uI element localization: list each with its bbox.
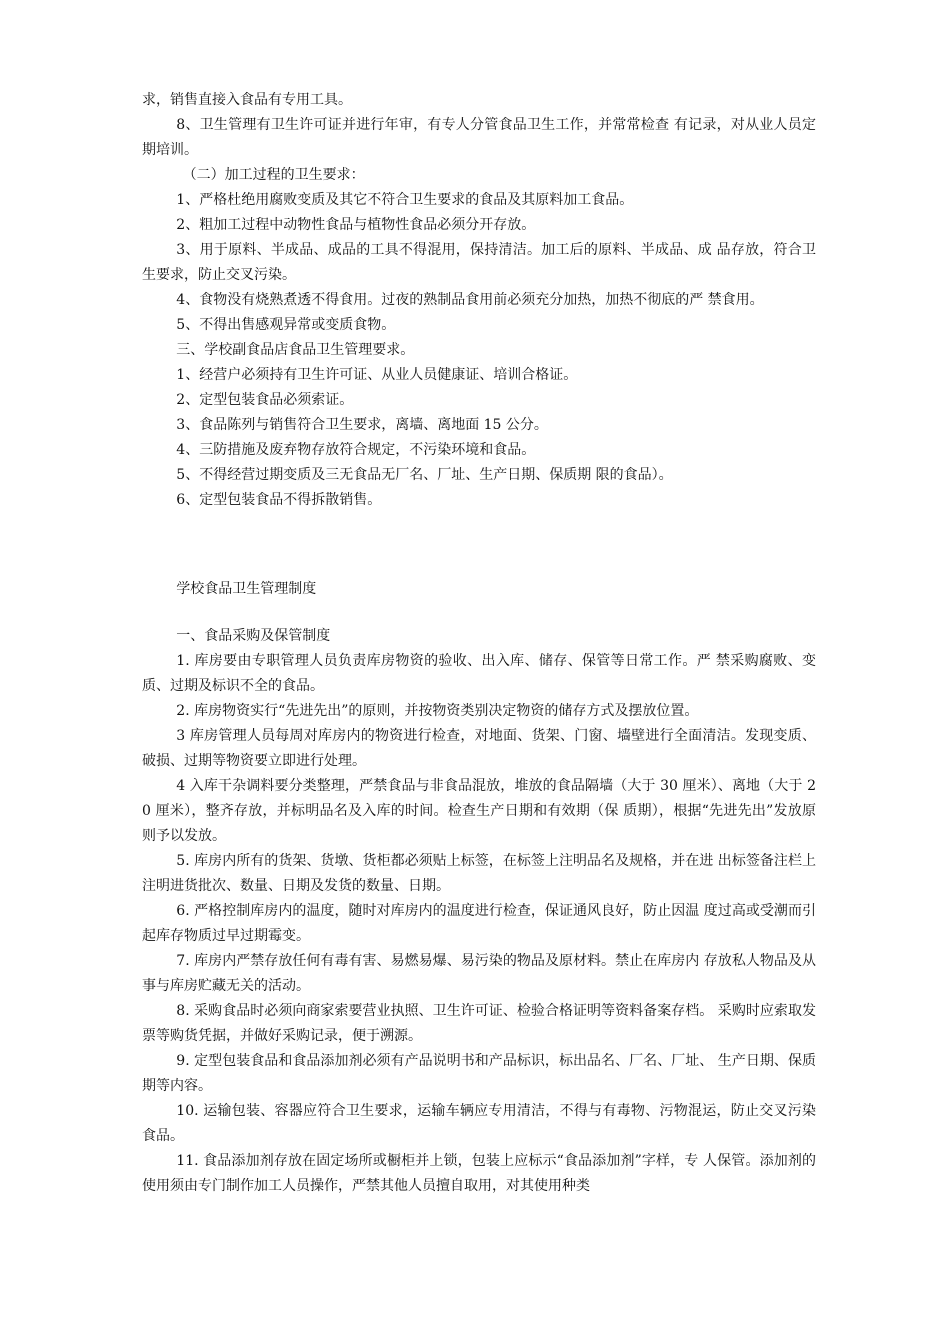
title-spacer	[142, 602, 816, 624]
procurement-item-9: 9. 定型包装食品和食品添加剂必须有产品说明书和产品标识，标出品名、厂名、厂址、 生产日期、保质期等内容。	[142, 1053, 816, 1094]
procurement-item-5: 5. 库房内所有的货架、货墩、货柜都必须贴上标签，在标签上注明品名及规格，并在进 出标签备注栏上注明进货批次、数量、日期及发货的数量、日期。	[142, 853, 816, 894]
processing-item-4: 4、食物没有烧熟煮透不得食用。过夜的熟制品食用前必须充分加热，加热不彻底的严 禁食用。	[176, 292, 764, 308]
paragraph-continuation: 求，销售直接入食品有专用工具。	[142, 92, 352, 108]
store-item-6: 6、定型包装食品不得拆散销售。	[176, 492, 382, 508]
procurement-item-2: 2. 库房物资实行“先进先出”的原则，并按物资类别决定物资的储存方式及摆放位置。	[176, 703, 699, 719]
processing-item-2: 2、粗加工过程中动物性食品与植物性食品必须分开存放。	[176, 217, 536, 233]
processing-item-3: 3、用于原料、半成品、成品的工具不得混用，保持清洁。加工后的原料、半成品、成 品存放，符合卫生要求，防止交叉污染。	[142, 242, 816, 283]
subheading-processing-hygiene: （二）加工过程的卫生要求：	[182, 167, 365, 183]
store-item-1: 1、经营户必须持有卫生许可证、从业人员健康证、培训合格证。	[176, 367, 578, 383]
store-item-4: 4、三防措施及废弃物存放符合规定，不污染环境和食品。	[176, 442, 536, 458]
store-item-3: 3、食品陈列与销售符合卫生要求，离墙、离地面 15 公分。	[176, 417, 548, 433]
procurement-item-8: 8. 采购食品时必须向商家索要营业执照、卫生许可证、检验合格证明等资料备案存档。 采购时应索取发票等购货凭据，并做好采购记录，便于溯源。	[142, 1003, 816, 1044]
document-title: 学校食品卫生管理制度	[176, 581, 317, 597]
heading-grocery-store-requirements: 三、学校副食品店食品卫生管理要求。	[176, 342, 415, 358]
processing-item-1: 1、严格杜绝用腐败变质及其它不符合卫生要求的食品及其原料加工食品。	[176, 192, 634, 208]
store-item-2: 2、定型包装食品必须索证。	[176, 392, 354, 408]
procurement-item-7: 7. 库房内严禁存放任何有毒有害、易燃易爆、易污染的物品及原材料。禁止在库房内 存放私人物品及从事与库房贮藏无关的活动。	[142, 953, 816, 994]
procurement-item-4: 4 入库干杂调料要分类整理，严禁食品与非食品混放，堆放的食品隔墙（大于 30 厘米）、离地（大于 2 0 厘米），整齐存放，并标明品名及入库的时间。检查生产日期和有效期（保 质期），根据“先进先出”发放原则予以发放。	[142, 778, 816, 844]
section-spacer	[142, 513, 816, 577]
document-page	[142, 88, 816, 1199]
procurement-item-6: 6. 严格控制库房内的温度，随时对库房内的温度进行检查，保证通风良好，防止因温 度过高或受潮而引起库存物质过早过期霉变。	[142, 903, 816, 944]
store-item-5: 5、不得经营过期变质及三无食品无厂名、厂址、生产日期、保质期 限的食品）。	[176, 467, 673, 483]
procurement-item-11: 11. 食品添加剂存放在固定场所或橱柜并上锁，包装上应标示“食品添加剂”字样，专 人保管。添加剂的使用须由专门制作加工人员操作，严禁其他人员擅自取用，对其使用种类	[142, 1153, 816, 1194]
processing-item-5: 5、不得出售感观异常或变质食物。	[176, 317, 396, 333]
procurement-item-1: 1. 库房要由专职管理人员负责库房物资的验收、出入库、储存、保管等日常工作。严 禁采购腐败、变质、过期及标识不全的食品。	[142, 653, 816, 694]
paragraph-item-8: 8、卫生管理有卫生许可证并进行年审，有专人分管食品卫生工作，并常常检查 有记录，对从业人员定期培训。	[142, 117, 816, 158]
procurement-item-10: 10. 运输包装、容器应符合卫生要求，运输车辆应专用清洁，不得与有毒物、污物混运，防止交叉污染食品。	[142, 1103, 816, 1144]
procurement-item-3: 3 库房管理人员每周对库房内的物资进行检查，对地面、货架、门窗、墙壁进行全面清洁。发现变质、破损、过期等物资要立即进行处理。	[142, 728, 816, 769]
heading-procurement-storage: 一、食品采购及保管制度	[176, 628, 331, 644]
